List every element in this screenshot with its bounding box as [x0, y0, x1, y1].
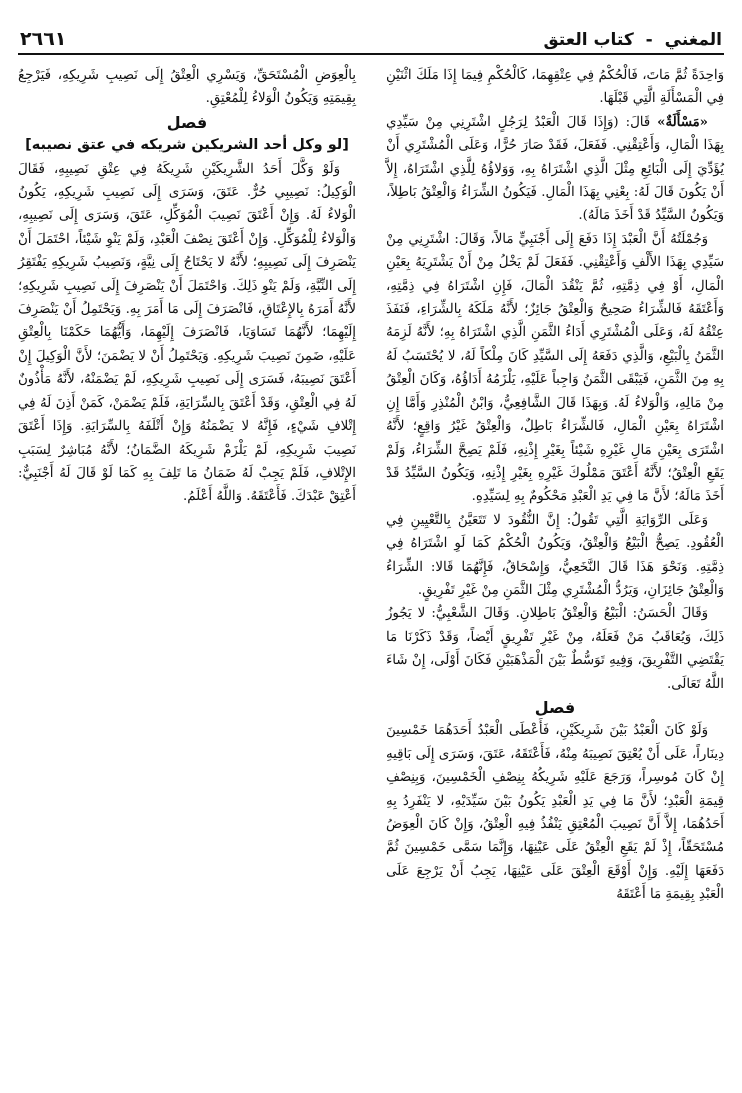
paragraph: وَعَلَى الرِّوَايَةِ الَّتِي تَقُولُ: إِنَّ النُّقُودَ لا تَتَعَيَّنُ بِالتَّعْيِينِ فِي الْعُقُودِ. يَصِحُّ الْبَيْعُ وَالْعِتْقُ، وَيَكُونُ الْحُكْمُ كَمَا لَوِ اشْتَرَاهُ فِي ذِمَّتِهِ. وَنَحْوَ هَذَا قَالَ النَّخَعِيُّ، وَإِسْحَاقُ، فَإِنَّهُمَا قَالا: الشِّرَاءُ وَالْعِتْقُ جَائِزَانِ، وَيَرُدُّ الْمُشْتَرِي مِثْلَ الثَّمَنِ مِنْ غَيْرِ تَفْرِيقٍ. — [386, 512, 724, 598]
text-columns — [18, 64, 724, 1080]
paragraph: وَلَوْ كَانَ الْعَبْدُ بَيْنَ شَرِيكَيْنِ، فَأَعْطَى الْعَبْدُ أَحَدَهُمَا خَمْسِينَ دِينَاراً، عَلَى أَنْ يُعْتِقَ نَصِيبَهُ مِنْهُ، فَأَعْتَقَهُ، عَتَقَ، وَسَرَى إِلَى بَاقِيهِ إِنْ كَانَ مُوسِراً، وَرَجَعَ عَلَيْهِ شَرِيكُهُ بِنِصْفِ الْخَمْسِينَ، وَبِنِصْفِ قِيمَةِ الْعَبْدِ؛ لأَنَّ مَا فِي يَدِ الْعَبْدِ يَكُونُ بَيْنَ سَيِّدَيْهِ، لا يَنْفَرِدُ بِهِ أَحَدُهُمَا، إِلاَّ أَنَّ نَصِيبَ الْمُعْتِقِ يَنْفُذُ فِيهِ الْعِتْقُ، وَإِنْ كَانَ الْعِوَضُ مُسْتَحَقّاً، إِذْ لَمْ يَقَعِ الْعِتْقُ عَلَى عَيْنِهَا، وَإِنَّمَا سَمَّى خَمْسِينَ ثُمَّ دَفَعَهَا إِلَيْهِ. وَإِنْ أَوْقَعَ الْعِتْقَ عَلَى عَيْنِهَا، يَجِبُ أَنْ يَرْجِعَ عَلَى الْعَبْدِ بِقِيمَةِ مَا أَعْتَقَهُ — [386, 723, 724, 903]
paragraph: بِالْعِوَضِ الْمُسْتَحَقِّ، وَيَسْرِي الْعِتْقُ إِلَى نَصِيبِ شَرِيكِهِ، فَيَرْجِعُ بِقِيمَتِهِ وَيَكُونُ الْوَلاءُ لِلْمُعْتِقِ. — [18, 68, 356, 107]
page-number: ٢٦٦١ — [20, 28, 67, 50]
running-header — [18, 20, 724, 55]
paragraph — [386, 111, 724, 228]
title-separator: - — [645, 30, 653, 50]
header-title — [543, 30, 722, 50]
paragraph: وَلَوْ وَكَّلَ أَحَدُ الشَّرِيكَيْنِ شَرِيكَهُ فِي عِتْقِ نَصِيبِهِ، فَقَالَ الْوَكِيلُ: نَصِيبِي حُرٌّ. عَتَقَ، وَسَرَى إِلَى نَصِيبِ شَرِيكِهِ، يَكُونُ الْوَلاءُ لَهُ. وَإِنْ أَعْتَقَ نَصِيبَ الْمُوَكِّلِ، عَتَقَ، وَسَرَى إِلَى نَصِيبِهِ، وَالْوَلاءُ لِلْمُوَكِّلِ. وَإِنْ أَعْتَقَ نِصْفَ الْعَبْدِ، وَلَمْ يَنْوِ شَيْئاً، احْتَمَلَ أَنْ يَنْصَرِفَ إِلَى نَصِيبِهِ؛ لأَنَّهُ لا يَحْتَاجُ إِلَى نِيَّةٍ، وَنَصِيبُ شَرِيكِهِ يَفْتَقِرُ إِلَى النِّيَّةِ، وَلَمْ يَنْوِ ذَلِكَ. وَاحْتَمَلَ أَنْ يَنْصَرِفَ إِلَى نَصِيبِ شَرِيكِهِ؛ لأَنَّهُ أَمَرَهُ بِالإِعْتَاقِ، فَانْصَرَفَ إِلَى مَا أَمَرَ بِهِ. وَيَحْتَمِلُ أَنْ يَنْصَرِفَ إِلَيْهِمَا؛ لأَنَّهُمَا تَسَاوَيَا، فَانْصَرَفَ إِلَيْهِمَا، وَأَيُّهُمَا حَكَمْنَا بِالْعِتْقِ عَلَيْهِ، ضَمِنَ نَصِيبَ شَرِيكِهِ. وَيَحْتَمِلُ أَنْ لا يَضْمَنَ؛ لأَنَّ الْوَكِيلَ إِنْ أَعْتَقَ نَصِيبَهُ، فَسَرَى إِلَى نَصِيبِ شَرِيكِهِ، لَمْ يَضْمَنْهُ، لأَنَّهُ مَأْذُونٌ لَهُ فِي الْعِتْقِ، وَقَدْ أَعْتَقَ بِالسِّرَايَةِ، فَلَمْ يَضْمَنْ، كَمَنْ أَذِنَ لَهُ فِي إِتْلافِ شَيْءٍ، فَإِنَّهُ لا يَضْمَنُهُ وَإِنْ أَتْلَفَهُ بِالسِّرَايَةِ. وَإِذَا أَعْتَقَ نَصِيبَ شَرِيكِهِ، لَمْ يَلْزَمْ شَرِيكَهُ الضَّمَانُ؛ لأَنَّهُ مُبَاشِرٌ لِسَبَبِ الإِتْلافِ، فَلَمْ يَجِبْ لَهُ ضَمَانُ مَا تَلِفَ بِهِ كَمَا لَوْ قَالَ لَهُ أَجْنَبِيٌّ: أَعْتِقْ عَبْدَكَ. فَأَعْتَقَهُ. وَاللَّهُ أَعْلَمُ. — [18, 161, 356, 505]
paragraph: وَاحِدَةً ثُمَّ مَاتَ، فَالْحُكْمُ فِي عِتْقِهِمَا، كَالْحُكْمِ فِيمَا إِذَا مَلَكَ اثْنَيْنِ فِي الْمَسْأَلَةِ الَّتِي قَبْلَهَا. — [386, 68, 724, 107]
chapter-title: كتاب العتق — [543, 30, 634, 50]
right-column — [386, 64, 724, 907]
book-page — [18, 20, 724, 1080]
paragraph-text: قَالَ: (وَإِذَا قَالَ الْعَبْدُ لِرَجُلٍ اشْتَرِنِي مِنْ سَيِّدِي بِهَذَا الْمَالِ، وَأَعْتِقْنِي. فَفَعَلَ، فَقَدْ صَارَ حُرًّا، وَعَلَى الْمُشْتَرِي أَنْ يُؤَدِّيَ إِلَى الْبَائِعِ مِثْلَ الَّذِي اشْتَرَاهُ بِهِ، وَوَلاؤُهُ لِلَّذِي اشْتَرَاهُ، إِلاَّ أَنْ يَكُونَ قَالَ لَهُ: بِعْنِي بِهَذَا الْمَالِ. فَيَكُونُ الشِّرَاءُ وَالْعِتْقُ بَاطِلاً، وَيَكُونُ السَّيِّدُ قَدْ أَخَذَ مَالَهُ). — [386, 114, 724, 224]
left-column — [18, 64, 356, 509]
paragraph: وَجُمْلَتُهُ أَنَّ الْعَبْدَ إِذَا دَفَعَ إِلَى أَجْنَبِيٍّ مَالاً، وَقَالَ: اشْتَرِنِي مِنْ سَيِّدِي بِهَذَا الأَلْفِ وَأَعْتِقْنِي. فَفَعَلَ لَمْ يَخْلُ مِنْ أَنْ يَشْتَرِيَهُ بِعَيْنِ الْمَالِ، أَوْ فِي ذِمَّتِهِ، ثُمَّ يَنْقُدَ الْمَالَ، فَإِنِ اشْتَرَاهُ فِي ذِمَّتِهِ، وَأَعْتَقَهُ فَالشِّرَاءُ صَحِيحٌ وَالْعِتْقُ جَائِزٌ؛ لأَنَّهُ مَلَكَهُ بِالشِّرَاءِ، فَنَفَذَ عِتْقُهُ لَهُ، وَعَلَى الْمُشْتَرِي أَدَاءُ الثَّمَنِ الَّذِي اشْتَرَاهُ بِهِ؛ لأَنَّهُ لَزِمَهُ الثَّمَنُ بِالْبَيْعِ، وَالَّذِي دَفَعَهُ إِلَى السَّيِّدِ كَانَ مِلْكاً لَهُ، لا يُحْتَسَبُ لَهُ بِهِ مِنَ الثَّمَنِ، فَيَبْقَى الثَّمَنُ وَاجِباً عَلَيْهِ، يَلْزَمُهُ أَدَاؤُهُ، وَكَانَ الْعِتْقُ مِنْ مَالِهِ، وَالْوَلاءُ لَهُ. وَبِهَذَا قَالَ الشَّافِعِيُّ، وَابْنُ الْمُنْذِرِ وَأَمَّا إِنِ اشْتَرَاهُ بِعَيْنِ الْمَالِ، فَالشِّرَاءُ بَاطِلٌ، وَالْعِتْقُ غَيْرُ وَاقِعٍ؛ لأَنَّهُ اشْتَرَى بِعَيْنِ مَالِ غَيْرِهِ شَيْئاً بِغَيْرِ إِذْنِهِ، فَلَمْ يَصِحَّ الشِّرَاءُ، وَلَمْ يَقَعِ الْعِتْقُ؛ لأَنَّهُ أَعْتَقَ مَمْلُوكَ غَيْرِهِ بِغَيْرِ إِذْنِهِ، وَيَكُونُ السَّيِّدُ قَدْ أَخَذَ مَالَهُ؛ لأَنَّ مَا فِي يَدِ الْعَبْدِ مَحْكُومٌ بِهِ لِسَيِّدِهِ. — [386, 231, 724, 505]
masala-label: «مَسْأَلَةٌ» — [657, 114, 708, 130]
section-subtitle: [لو وكل أحد الشريكين شريكه في عتق نصيبه] — [25, 137, 349, 154]
section-heading: فصل — [534, 697, 576, 717]
paragraph: وَقَالَ الْحَسَنُ: الْبَيْعُ وَالْعِتْقُ بَاطِلانِ. وَقَالَ الشَّعْبِيُّ: لا يَجُوزُ ذَلِكَ، وَيُعَاقَبُ مَنْ فَعَلَهُ، مِنْ غَيْرِ تَفْرِيقٍ أَيْضاً، وَقَدْ ذَكَرْنَا مَا يَقْتَضِي التَّفْرِيقَ، وَفِيهِ تَوَسُّطٌ بَيْنَ الْمَذْهَبَيْنِ فَكَانَ أَوْلَى، إِنْ شَاءَ اللَّهُ تَعَالَى. — [386, 606, 724, 692]
book-title: المغني — [664, 30, 722, 50]
section-heading: فصل — [166, 112, 208, 132]
